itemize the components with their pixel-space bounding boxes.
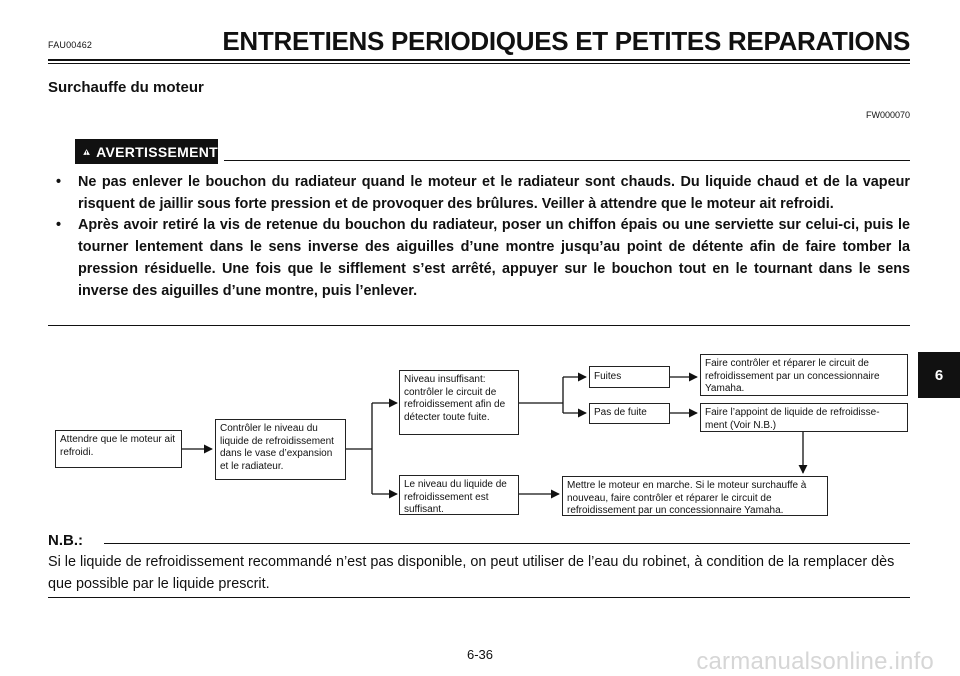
page-number: 6-36	[466, 647, 494, 662]
section-code: FAU00462	[48, 40, 93, 50]
watermark: carmanualsonline.info	[696, 648, 934, 675]
flow-box-controler: Contrôler le niveau du liquide de refroidissement dans le vase d’expansion et le radiateur.	[215, 419, 346, 480]
flow-box-faire-controler: Faire contrôler et réparer le circuit de refroidissement par un concessionnaire Yamaha.	[700, 354, 908, 396]
note-end-rule	[48, 597, 910, 598]
note-text: Si le liquide de refroidissement recommandé n’est pas disponible, on peut utiliser de l’eau du robinet, à condition de la remplacer dès que possible par le liquide prescrit.	[48, 554, 895, 592]
flow-box-pas-de-fuite: Pas de fuite	[589, 403, 670, 424]
flow-box-suffisant: Le niveau du liquide de refroidissement est suffisant.	[399, 475, 519, 515]
flow-box-mettre-moteur: Mettre le moteur en marche. Si le moteur surchauffe à nouveau, faire contrôler et réparer le circuit de refroidissement par un concessionnaire Yamaha.	[562, 476, 828, 516]
section-title: Surchauffe du moteur	[48, 79, 204, 96]
flow-box-faire-appoint: Faire l’appoint de liquide de refroidisse- ment (Voir N.B.)	[700, 403, 908, 432]
note-rule	[104, 543, 910, 544]
flow-box-attendre: Attendre que le moteur ait refroidi.	[55, 430, 182, 468]
flow-box-fuites: Fuites	[589, 366, 670, 388]
warning-label: AVERTISSEMENT	[96, 143, 218, 160]
warning-code: FW000070	[865, 110, 910, 120]
chapter-tab: 6	[918, 352, 960, 398]
warning-item: • Ne pas enlever le bouchon du radiateur quand le moteur et le radiateur sont chauds. Du liquide chaud et de la vapeur risquent de jaillir sous forte pression et de provoquer des brûlures. Veiller à attendre que le moteur ait refroidi.	[56, 174, 910, 212]
flow-box-insuffisant: Niveau insuffisant: contrôler le circuit de refroidissement afin de détecter toute fuite.	[399, 370, 519, 435]
warning-item: • Après avoir retiré la vis de retenue du bouchon du radiateur, poser un chiffon épais ou une serviette sur celui-ci, puis le tourner lentement dans le sens inverse des aiguilles d’une montre jusqu’au point de détente afin de faire tomber la pression résiduelle. Une fois que le sifflement s’est arrêté, appuyer sur le bouchon tout en le tournant dans le sens inverse des aiguilles d’une montre, puis l’enlever.	[56, 217, 910, 299]
page-title: ENTRETIENS PERIODIQUES ET PETITES REPARATIONS	[222, 26, 910, 56]
note-title: N.B.:	[48, 532, 83, 549]
